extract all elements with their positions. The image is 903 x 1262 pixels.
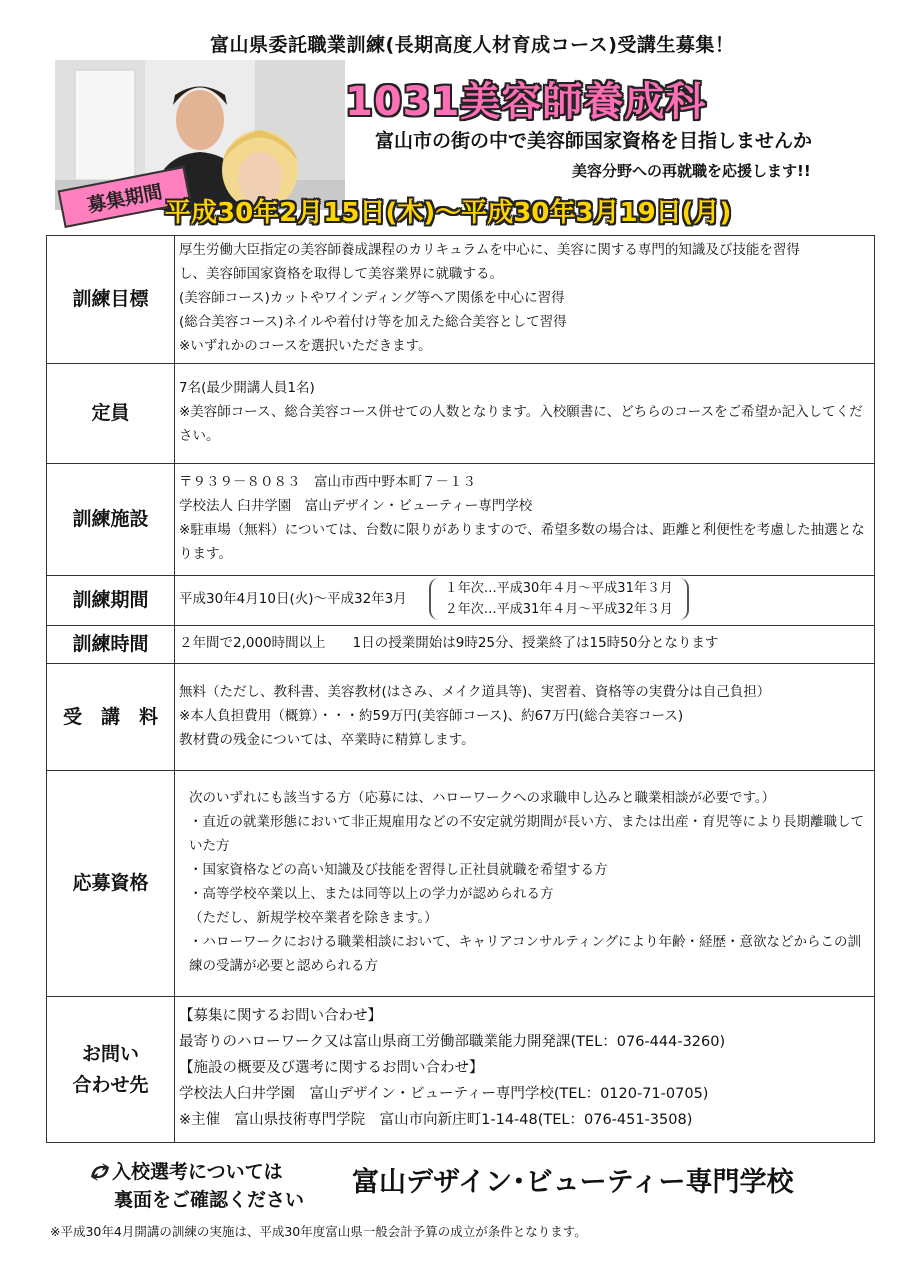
contact-label-line: 合わせ先 [72,1073,149,1096]
table-row-capacity [47,364,875,464]
double-arrow-icon [88,1161,112,1183]
contact-line: 【募集に関するお問い合わせ】 [179,1008,382,1024]
qualification-label: 応募資格 [47,771,175,997]
course-info-table [46,235,875,1143]
contact-line: 最寄りのハローワーク又は富山県商工労働部職業能力開発課(TEL：076-444-3260) [179,1034,726,1050]
period-year2: ２年次…平成31年４月～平成32年３月 [444,602,673,617]
capacity-count: 7名(最少開講人員1名) [179,380,315,396]
table-row-period [47,576,875,626]
goal-line: (美容師コース)カットやワインディング等ヘア関係を中心に習得 [179,290,565,306]
qualification-item-note: （ただし、新規学校卒業者を除きます。） [189,910,438,926]
qualification-item: ・国家資格などの高い知識及び技能を習得し正社員就職を希望する方 [189,862,608,878]
qualification-intro: 次のいずれにも該当する方（応募には、ハローワークへの求職申し込みと職業相談が必要です。） [189,790,776,806]
contact-content [175,997,875,1143]
contact-line: 学校法人臼井学園 富山デザイン・ビューティー専門学校(TEL：0120-71-0705) [179,1086,709,1102]
goal-line: ※いずれかのコースを選択いただきます。 [179,338,432,354]
fee-content [175,664,875,771]
selection-note [88,1158,304,1214]
contact-label [47,997,175,1143]
school-name: 富山デザイン･ビューティー専門学校 [352,1167,794,1198]
period-label: 訓練期間 [47,576,175,626]
fee-line: ※本人負担費用（概算）・・・約59万円(美容師コース)、約67万円(総合美容コース) [179,707,684,724]
goal-line: し、美容師国家資格を取得して美容業界に就職する。 [179,266,503,282]
recruitment-period-dates: 平成30年2月15日(木)～平成30年3月19日(月) [165,198,732,228]
hours-label: 訓練時間 [47,626,175,664]
course-name: 1031美容師養成科 [345,79,707,125]
facility-address: 〒９３９－８０８３ 富山市西中野本町７－１３ [179,474,476,490]
fee-label: 受 講 料 [47,664,175,771]
contact-line: 【施設の概要及び選考に関するお問い合わせ】 [179,1060,484,1076]
contact-label-line: お問い [81,1043,139,1066]
goal-content [175,236,875,364]
contact-line: ※主催 富山県技術専門学院 富山市向新庄町1-14-48(TEL：076-451-3508) [179,1112,693,1128]
hours-content: ２年間で2,000時間以上 1日の授業開始は9時25分、授業終了は15時50分となります [175,626,875,664]
period-breakdown [429,578,689,620]
facility-label: 訓練施設 [47,464,175,576]
goal-line: (総合美容コース)ネイルや着付け等を加えた総合美容として習得 [179,314,567,330]
period-year1: １年次…平成30年４月～平成31年３月 [444,581,673,596]
table-row-qualification [47,771,875,997]
goal-line: 厚生労働大臣指定の美容師養成課程のカリキュラムを中心に、美容に関する専門的知識及び技能を習得 [179,242,800,258]
table-row-fee [47,664,875,771]
table-row-hours [47,626,875,664]
table-row-contact [47,997,875,1143]
facility-content [175,464,875,576]
recruitment-period-badge: 募集期間 [58,166,192,228]
table-row-facility [47,464,875,576]
recruitment-title: 富山県委託職業訓練(長期高度人材育成コース)受講生募集！ [210,34,735,56]
qualification-item: ・高等学校卒業以上、または同等以上の学力が認められる方 [189,886,554,902]
qualification-content [175,771,875,997]
capacity-note: ※美容師コース、総合美容コース併せての人数となります。入校願書に、どちらのコースをご希望か記入してください。 [179,404,863,444]
period-main: 平成30年4月10日(火)～平成32年3月 [179,591,407,607]
fee-line: 無料（ただし、教科書、美容教材(はさみ、メイク道具等)、実習着、資格等の実費分は自己負担） [179,683,771,700]
period-content [175,576,875,626]
facility-school: 学校法人 臼井学園 富山デザイン・ビューティー専門学校 [179,498,533,514]
fee-line: 教材費の残金については、卒業時に精算します。 [179,731,475,748]
facility-parking-note: ※駐車場（無料）については、台数に限りがありますので、希望多数の場合は、距離と利便性を考慮した抽選となります。 [179,522,865,562]
qualification-item: ・ハローワークにおける職業相談において、キャリアコンサルティングにより年齢・経歴・意欲などからこの訓練の受講が必要と認められる方 [189,934,862,974]
capacity-label: 定員 [47,364,175,464]
selection-note-line1: 入校選考については [112,1161,283,1183]
qualification-item: ・直近の就業形態において非正規雇用などの不安定就労期間が長い方、または出産・育児等により長期離職していた方 [189,814,864,854]
budget-condition-note: ※平成30年4月開講の訓練の実施は、平成30年度富山県一般会計予算の成立が条件となります。 [50,1224,587,1239]
goal-label: 訓練目標 [47,236,175,364]
selection-note-line2: 裏面をご確認ください [114,1189,305,1211]
table-row-goal [47,236,875,364]
catchphrase-main: 富山市の街の中で美容師国家資格を目指しませんか [375,130,813,152]
catchphrase-sub: 美容分野への再就職を応援します!! [572,162,811,180]
capacity-content [175,364,875,464]
